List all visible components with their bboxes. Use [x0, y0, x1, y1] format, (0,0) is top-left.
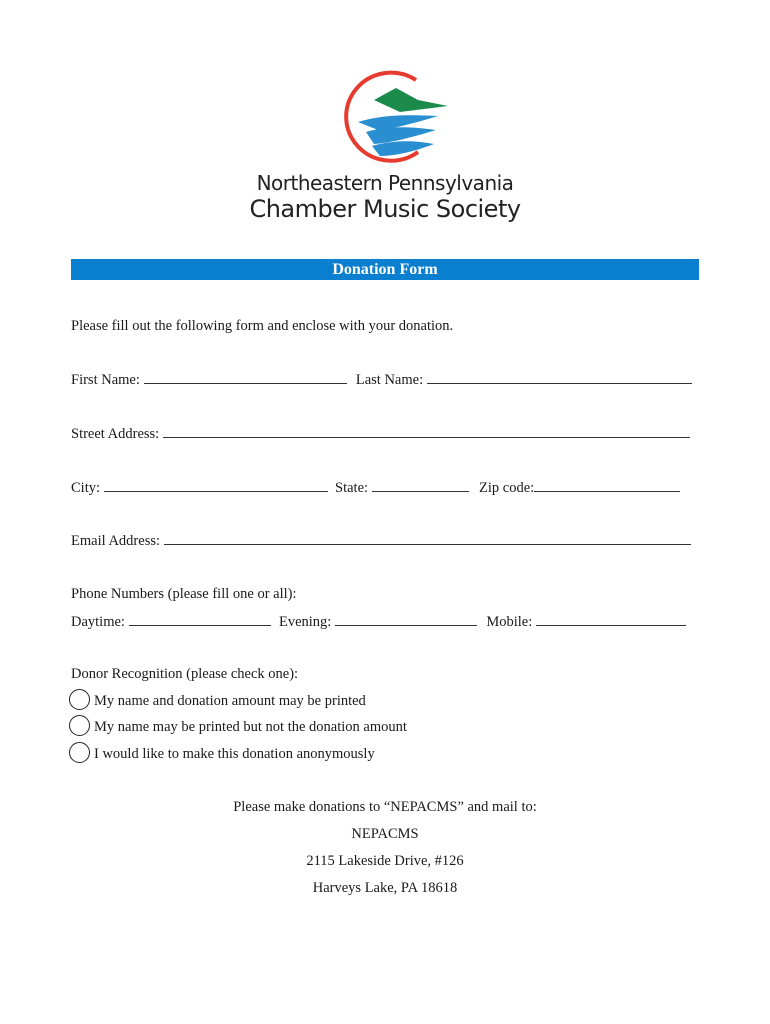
email-address-field[interactable]	[164, 532, 691, 545]
city-field[interactable]	[104, 479, 328, 492]
daytime-phone-field[interactable]	[129, 613, 271, 626]
first-name-label: First Name:	[71, 372, 140, 388]
evening-phone-field[interactable]	[335, 613, 477, 626]
street-row	[71, 425, 690, 443]
last-name-field[interactable]	[427, 371, 692, 384]
society-logo	[338, 70, 450, 165]
recognition-option-1[interactable]	[69, 691, 366, 712]
email-row	[71, 532, 691, 550]
last-name-label: Last Name:	[355, 372, 424, 388]
intro-text: Please fill out the following form and enclose with your donation.	[71, 318, 454, 334]
state-field[interactable]	[372, 479, 469, 492]
radio-circle-icon[interactable]	[69, 742, 90, 763]
org-name-line1: Northeastern Pennsylvania	[256, 171, 514, 195]
phone-heading: Phone Numbers (please fill one or all):	[71, 586, 297, 602]
city-row	[71, 479, 680, 497]
city-label: City:	[71, 480, 101, 496]
street-address-label: Street Address:	[71, 426, 160, 442]
name-row	[71, 371, 692, 389]
first-name-field[interactable]	[144, 371, 347, 384]
mailing-instructions: Please make donations to “NEPACMS” and mail to:	[233, 799, 537, 815]
mailing-recipient: NEPACMS	[351, 826, 419, 842]
zip-code-label: Zip code:	[479, 480, 535, 496]
mailing-city: Harveys Lake, PA 18618	[312, 880, 458, 896]
option-label: My name and donation amount may be printed	[94, 693, 366, 709]
org-name-line2: Chamber Music Society	[249, 195, 521, 223]
option-label: I would like to make this donation anonymously	[94, 746, 375, 762]
daytime-label: Daytime:	[71, 614, 125, 630]
recognition-option-2[interactable]	[69, 717, 407, 738]
mailing-street: 2115 Lakeside Drive, #126	[306, 853, 464, 869]
radio-circle-icon[interactable]	[69, 715, 90, 736]
recognition-option-3[interactable]	[69, 744, 375, 765]
zip-code-field[interactable]	[534, 479, 680, 492]
street-address-field[interactable]	[163, 425, 690, 438]
recognition-heading: Donor Recognition (please check one):	[71, 666, 299, 682]
phone-row	[71, 613, 686, 631]
state-label: State:	[335, 480, 369, 496]
option-label: My name may be printed but not the donation amount	[94, 719, 407, 735]
mobile-label: Mobile:	[486, 614, 533, 630]
mobile-phone-field[interactable]	[536, 613, 686, 626]
radio-circle-icon[interactable]	[69, 689, 90, 710]
form-title: Donation Form	[71, 259, 699, 280]
evening-label: Evening:	[278, 614, 332, 630]
email-address-label: Email Address:	[71, 533, 161, 549]
